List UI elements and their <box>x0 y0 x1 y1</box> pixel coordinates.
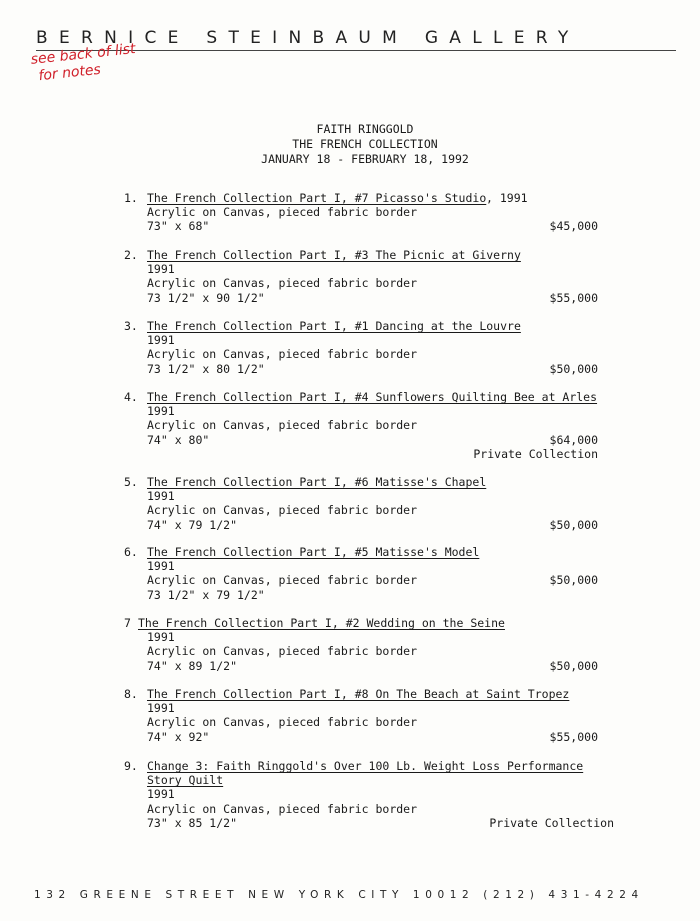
entry-price: $55,000 <box>549 290 598 305</box>
entry-private-collection-note: Private Collection <box>489 815 614 830</box>
entry-number: 8. <box>124 687 138 701</box>
entry-medium: Acrylic on Canvas, pieced fabric border <box>147 503 418 518</box>
entry-price: $50,000 <box>549 517 598 532</box>
entry-private-collection-note: Private Collection <box>473 446 598 461</box>
entry-price: $45,000 <box>549 219 598 234</box>
handwritten-note-line-1: see back of list <box>30 41 137 68</box>
entry-year: 1991 <box>147 404 175 419</box>
entry-title: The French Collection Part I, #6 Matisse's Chapel <box>147 475 487 489</box>
entry-medium: Acrylic on Canvas, pieced fabric border <box>147 801 418 816</box>
artist-name: FAITH RINGGOLD <box>316 122 414 136</box>
entry-medium: Acrylic on Canvas, pieced fabric border <box>147 715 418 730</box>
entry-medium: Acrylic on Canvas, pieced fabric border <box>147 276 418 291</box>
entry-medium: Acrylic on Canvas, pieced fabric border <box>147 205 418 220</box>
entry-title-year: , 1991 <box>486 191 528 205</box>
entry-dimensions: 73 1/2" x 90 1/2" <box>147 290 265 305</box>
entry-year: 1991 <box>147 489 175 504</box>
entry-year: 1991 <box>147 333 175 348</box>
entry-dimensions: 73 1/2" x 79 1/2" <box>147 587 265 602</box>
entry-title: The French Collection Part I, #1 Dancing at the Louvre <box>147 319 521 333</box>
exhibition-title: THE FRENCH COLLECTION <box>292 137 438 151</box>
entry-price: $50,000 <box>549 361 598 376</box>
entry-price: $64,000 <box>549 432 598 447</box>
entry-number: 9. <box>124 759 138 773</box>
entry-dimensions: 73 1/2" x 80 1/2" <box>147 361 265 376</box>
entry-medium: Acrylic on Canvas, pieced fabric border <box>147 418 418 433</box>
entry-dimensions: 73" x 85 1/2" <box>147 815 238 830</box>
entry-medium: Acrylic on Canvas, pieced fabric border <box>147 573 418 588</box>
entry-year: 1991 <box>147 701 175 716</box>
entry-number: 5. <box>124 475 138 489</box>
entry-title: Change 3: Faith Ringgold's Over 100 Lb. Weight Loss Performance <box>147 759 584 773</box>
entry-year: 1991 <box>147 630 175 645</box>
gallery-address-footer: 132 GREENE STREET NEW YORK CITY 10012 (212) 431-4224 <box>34 889 644 901</box>
entry-price: $50,000 <box>549 573 598 588</box>
entry-number: 4. <box>124 390 138 404</box>
entry-title: The French Collection Part I, #2 Wedding on the Seine <box>138 616 505 630</box>
entry-number: 3. <box>124 319 138 333</box>
entry-title: The French Collection Part I, #3 The Picnic at Giverny <box>147 248 521 262</box>
entry-dimensions: 74" x 92" <box>147 729 210 744</box>
entry-dimensions: 74" x 80" <box>147 432 210 447</box>
exhibition-dates: JANUARY 18 - FEBRUARY 18, 1992 <box>261 152 469 166</box>
entry-number: 1. <box>124 191 138 205</box>
entry-title: The French Collection Part I, #5 Matisse's Model <box>147 545 480 559</box>
entry-number: 2. <box>124 248 138 262</box>
entry-medium: Acrylic on Canvas, pieced fabric border <box>147 644 418 659</box>
entry-title: The French Collection Part I, #4 Sunflowers Quilting Bee at Arles <box>147 390 598 404</box>
entry-title-continued: Story Quilt <box>147 773 224 788</box>
entry-title: The French Collection Part I, #8 On The Beach at Saint Tropez <box>147 687 570 701</box>
handwritten-note-line-2: for notes <box>37 61 102 85</box>
entry-year: 1991 <box>147 787 175 802</box>
gallery-letterhead: BERNICE STEINBAUM GALLERY <box>36 28 580 48</box>
entry-dimensions: 74" x 79 1/2" <box>147 517 238 532</box>
entry-title: The French Collection Part I, #7 Picasso's Studio <box>147 191 487 205</box>
entry-year: 1991 <box>147 559 175 574</box>
entry-price: $55,000 <box>549 729 598 744</box>
entry-number: 7 <box>124 616 131 630</box>
entry-price: $50,000 <box>549 658 598 673</box>
entry-number: 6. <box>124 545 138 559</box>
entry-medium: Acrylic on Canvas, pieced fabric border <box>147 347 418 362</box>
exhibition-header <box>0 122 700 167</box>
entry-dimensions: 73" x 68" <box>147 219 210 234</box>
entry-year: 1991 <box>147 262 175 277</box>
entry-dimensions: 74" x 89 1/2" <box>147 658 238 673</box>
